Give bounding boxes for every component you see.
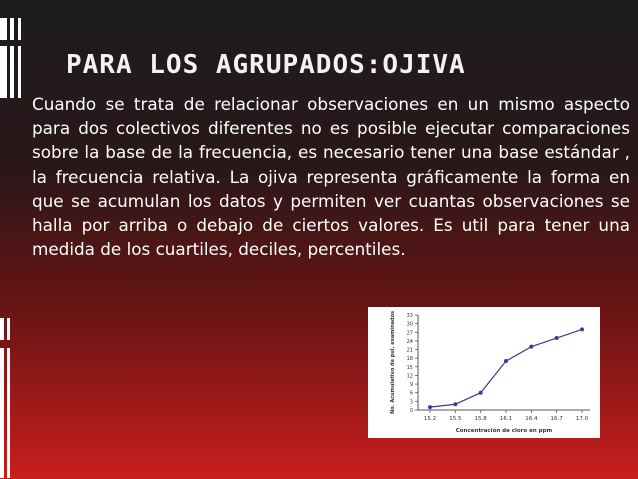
decorative-bar [10,18,14,40]
ogive-chart-svg [368,307,600,438]
x-tick-label: 16.7 [550,416,563,422]
data-point [555,336,559,340]
data-point [428,405,432,409]
decorative-bar [7,318,10,340]
y-tick-label: 18 [406,356,413,363]
x-tick-label: 17.0 [575,416,589,422]
y-axis-label: No. Acumulativo de pul. examinados [390,310,396,415]
data-point [479,391,483,395]
x-tick-label: 16.4 [525,416,538,422]
y-tick-label: 6 [409,390,413,397]
y-tick-label: 24 [406,338,413,345]
decorative-bar [0,46,7,98]
body-paragraph: Cuando se trata de relacionar observaciones en un mismo aspecto para dos colectivos diferentes no es posible ejecutar comparaciones sobre la base de la frecuencia, es necesario tener una base estándar , la frecuencia relativa. La ojiva representa gráficamente la forma en que se acumulan los datos y permiten ver cuantas observaciones se halla por arriba o debajo de ciertos valores. Es util para tener una medida de los cuartiles, deciles, percentiles. [32,94,630,260]
y-tick-label: 27 [406,330,413,337]
y-tick-label: 3 [409,399,413,406]
data-point [529,345,533,349]
decorative-bar [18,46,21,98]
y-tick-label: 33 [406,313,413,319]
y-tick-label: 21 [406,347,413,354]
decorative-bar [0,348,4,478]
x-tick-label: 15.2 [423,416,437,422]
y-tick-label: 30 [406,321,413,328]
y-tick-label: 0 [409,408,413,414]
ogive-line [430,329,582,407]
decorative-bar [18,18,21,40]
decorative-bar [0,318,4,340]
x-axis-label: Concentración de cloro en ppm [455,428,553,434]
x-tick-label: 16.1 [499,416,513,422]
data-point [453,402,457,406]
x-tick-label: 15.8 [474,416,487,422]
decorative-bar [0,18,7,40]
y-tick-label: 9 [409,382,413,389]
decorative-bar [10,46,14,98]
y-tick-label: 15 [406,364,413,371]
ogive-chart [368,307,600,438]
slide-title: PARA LOS AGRUPADOS:OJIVA [66,50,466,80]
data-point [504,359,508,363]
decorative-bar [7,348,10,478]
x-tick-label: 15.5 [449,416,462,422]
y-tick-label: 12 [406,373,413,380]
data-point [580,327,584,331]
